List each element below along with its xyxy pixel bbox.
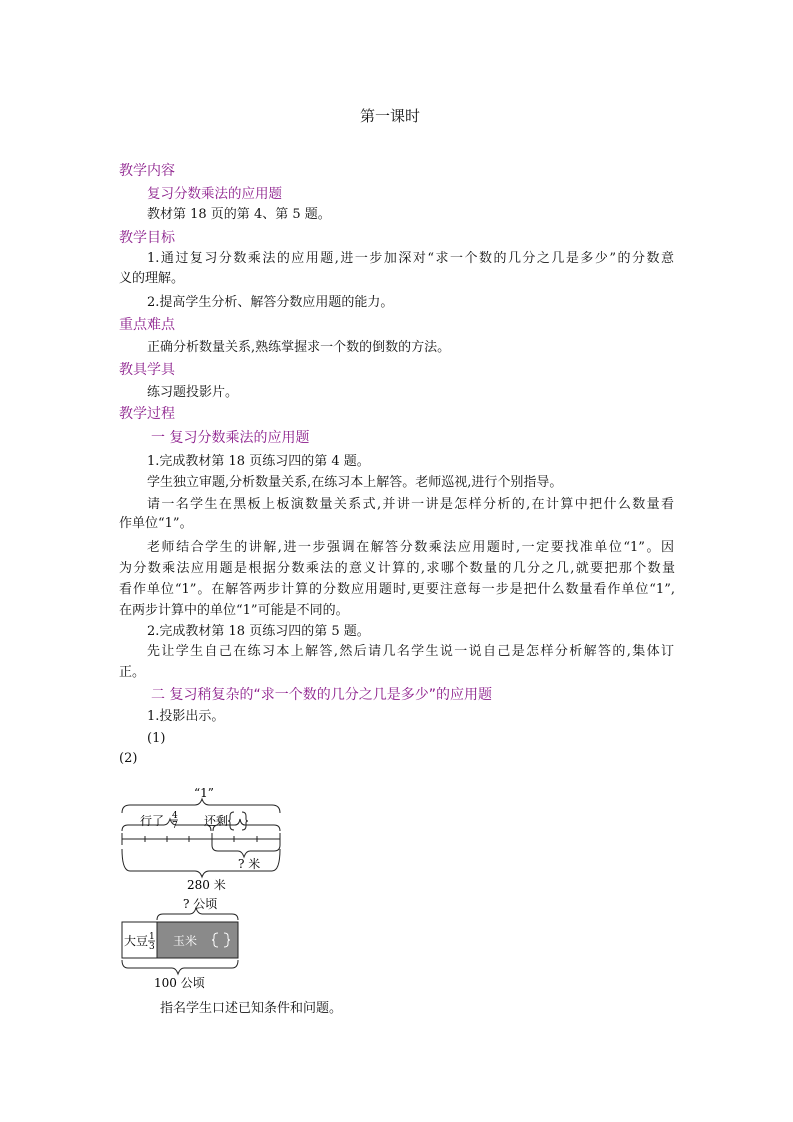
fig2-corn-label: 玉米 xyxy=(173,934,198,948)
goals-item1-line2: 义的理解。 xyxy=(119,271,185,286)
fig2-total-label: 100 公顷 xyxy=(154,976,205,990)
fig2-soy-numerator: 1 xyxy=(149,932,155,942)
fig1-unit-one-label: “1” xyxy=(194,786,214,800)
process-p5: 2.完成教材第 18 页练习四的第 5 题。 xyxy=(147,624,370,639)
page-title: 第一课时 xyxy=(360,107,421,125)
process-label-1: (1) xyxy=(147,731,166,746)
area-diagram xyxy=(110,896,290,991)
process-closing: 指名学生口述已知条件和问题。 xyxy=(160,1001,343,1016)
fig1-remaining-label: 还剩 xyxy=(204,814,229,828)
process-label-2: (2) xyxy=(119,751,138,766)
content-subheading: 复习分数乘法的应用题 xyxy=(147,186,282,202)
process-p4-line3: 看作单位“1”。在解答两步计算的分数应用题时,更要注意每一步是把什么数量看作单位“1”, xyxy=(119,582,675,597)
process-p4-line2: 为分数乘法应用题是根据分数乘法的意义计算的,求哪个数量的几分之几,就要把那个数量 xyxy=(119,561,675,576)
fig2-soy-denominator: 3 xyxy=(149,942,155,952)
fig1-walked-denominator: 7 xyxy=(172,821,178,831)
process-p3-line1: 请一名学生在黑板上板演数量关系式,并讲一讲是怎样分析的,在计算中把什么数量看 xyxy=(147,497,674,512)
heading-key-points: 重点难点 xyxy=(119,317,175,333)
process-part2-title: 二 复习稍复杂的“求一个数的几分之几是多少”的应用题 xyxy=(151,687,492,703)
fig1-total-label: 280 米 xyxy=(187,878,226,892)
process-p6-line2: 正。 xyxy=(119,665,146,680)
fig2-soy-label: 大豆 xyxy=(124,934,149,948)
heading-process: 教学过程 xyxy=(119,406,175,422)
fig1-walked-numerator: 4 xyxy=(172,811,178,821)
process-p2: 学生独立审题,分析数量关系,在练习本上解答。老师巡视,进行个别指导。 xyxy=(147,475,563,490)
fig1-walked-label: 行了 xyxy=(140,814,165,828)
fig1-question-label: ? 米 xyxy=(238,857,261,871)
process-p6-line1: 先让学生自己在练习本上解答,然后请几名学生说一说自己是怎样分析解答的,集体订 xyxy=(147,644,674,659)
goals-item1-line1: 1.通过复习分数乘法的应用题,进一步加深对“求一个数的几分之几是多少”的分数意 xyxy=(147,251,674,266)
process-part1-title: 一 复习分数乘法的应用题 xyxy=(151,430,310,446)
process-p1: 1.完成教材第 18 页练习四的第 4 题。 xyxy=(147,454,370,469)
content-text: 教材第 18 页的第 4、第 5 题。 xyxy=(147,207,331,222)
segment-diagram xyxy=(110,783,290,893)
process-p4-line1: 老师结合学生的讲解,进一步强调在解答分数乘法应用题时,一定要找准单位“1”。因 xyxy=(147,540,674,555)
process-p3-line2: 作单位“1”。 xyxy=(119,516,193,531)
key-points-text: 正确分析数量关系,熟练掌握求一个数的倒数的方法。 xyxy=(147,340,451,355)
process-p4-line4: 在两步计算中的单位“1”可能是不同的。 xyxy=(119,603,349,618)
heading-content: 教学内容 xyxy=(119,163,175,179)
heading-goals: 教学目标 xyxy=(119,230,175,246)
heading-tools: 教具学具 xyxy=(119,362,175,378)
goals-item2: 2.提高学生分析、解答分数应用题的能力。 xyxy=(147,295,394,310)
tools-text: 练习题投影片。 xyxy=(147,385,239,400)
fig2-question-label: ? 公顷 xyxy=(183,897,218,911)
process-p7: 1.投影出示。 xyxy=(147,709,225,724)
